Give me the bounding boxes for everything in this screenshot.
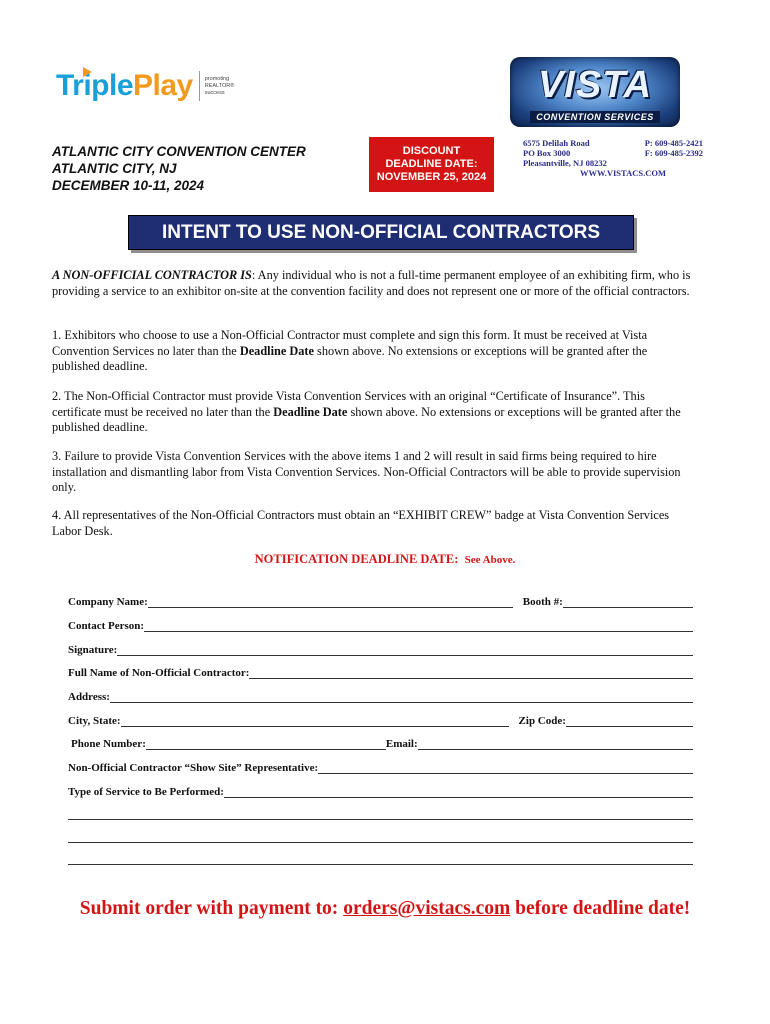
address-pobox: PO Box 3000	[523, 148, 571, 158]
full-name-label: Full Name of Non-Official Contractor:	[68, 667, 250, 679]
signature-label: Signature:	[68, 644, 118, 656]
page-title: INTENT TO USE NON-OFFICIAL CONTRACTORS	[128, 215, 634, 250]
website: WWW.VISTACS.COM	[580, 168, 666, 178]
service-description-line[interactable]	[68, 819, 693, 820]
tripleplay-tagline: promoting REALTOR® success	[204, 76, 235, 96]
address-field[interactable]	[110, 690, 693, 703]
list-item: 3. Failure to provide Vista Convention Services with the above items 1 and 2 will result in said firms being required to hire installation and dismantling labor from Vista Convention Services. Non-Official Contractors will be able to provide supervision only.	[52, 449, 681, 494]
signature-field[interactable]	[117, 643, 693, 656]
discount-deadline-box: DISCOUNT DEADLINE DATE: NOVEMBER 25, 2024	[369, 137, 494, 192]
phone-number: P: 609-485-2421	[644, 138, 703, 148]
phone-number-field[interactable]	[146, 737, 386, 750]
list-item: 2. The Non-Official Contractor must provide Vista Convention Services with an original “Certificate of Insurance”. This certificate must be received no later than the Deadline Date shown above. No extensions or exceptions will be granted after the published deadline.	[52, 389, 681, 434]
tripleplay-logo	[56, 64, 246, 108]
contact-person-label: Contact Person:	[68, 620, 145, 632]
event-venue: ATLANTIC CITY CONVENTION CENTER	[52, 144, 306, 159]
submit-instruction: Submit order with payment to: orders@vistacs.com before deadline date!	[79, 898, 691, 919]
address-street: 6575 Delilah Road	[523, 138, 590, 148]
city-state-field[interactable]	[121, 714, 509, 727]
definition-paragraph: A NON-OFFICIAL CONTRACTOR IS: Any individual who is not a full-time permanent employee of an exhibiting firm, who is providing a service to an exhibitor on-site at the convention facility and does not represent one or more of the official contractors.	[52, 268, 691, 298]
service-type-field[interactable]	[224, 785, 693, 798]
contact-block	[523, 138, 703, 178]
vista-wordmark: VISTA	[537, 64, 653, 106]
zip-code-field[interactable]	[566, 714, 693, 727]
booth-label: Booth #:	[522, 596, 563, 608]
vista-subtitle: CONVENTION SERVICES	[530, 111, 660, 123]
discount-date: NOVEMBER 25, 2024	[376, 171, 487, 183]
service-type-label: Type of Service to Be Performed:	[68, 786, 224, 798]
representative-label: Non-Official Contractor “Show Site” Representative:	[68, 762, 319, 774]
representative-field[interactable]	[318, 761, 693, 774]
logo-divider	[199, 71, 200, 101]
city-state-label: City, State:	[68, 715, 121, 727]
orders-email-link[interactable]: orders@vistacs.com	[343, 898, 511, 919]
full-name-field[interactable]	[249, 666, 693, 679]
booth-field[interactable]	[563, 595, 693, 608]
phone-number-label: Phone Number:	[71, 738, 146, 750]
fax-number: F: 609-485-2392	[644, 148, 703, 158]
contact-person-field[interactable]	[144, 619, 693, 632]
list-item: 1. Exhibitors who choose to use a Non-Official Contractor must complete and sign this form. It must be received at Vista Convention Services no later than the Deadline Date shown above. No extensions or exceptions will be granted after the published deadline.	[52, 328, 648, 373]
list-item: 4. All representatives of the Non-Official Contractors must obtain an “EXHIBIT CREW” badge at Vista Convention Services Labor Desk.	[52, 508, 670, 538]
email-label: Email:	[385, 738, 418, 750]
service-description-line[interactable]	[68, 864, 693, 865]
email-field[interactable]	[418, 737, 693, 750]
play-icon	[83, 67, 92, 77]
notification-deadline: NOTIFICATION DEADLINE DATE: See Above.	[254, 552, 516, 566]
event-info	[52, 143, 306, 194]
vista-logo	[510, 57, 680, 127]
event-dates: DECEMBER 10-11, 2024	[52, 178, 205, 193]
address-label: Address:	[68, 691, 110, 703]
tripleplay-wordmark: TriplePlay	[56, 69, 193, 102]
company-name-label: Company Name:	[68, 596, 148, 608]
event-city: ATLANTIC CITY, NJ	[52, 161, 177, 176]
address-city: Pleasantville, NJ 08232	[523, 158, 607, 168]
zip-code-label: Zip Code:	[518, 715, 566, 727]
service-description-line[interactable]	[68, 842, 693, 843]
company-name-field[interactable]	[148, 595, 513, 608]
